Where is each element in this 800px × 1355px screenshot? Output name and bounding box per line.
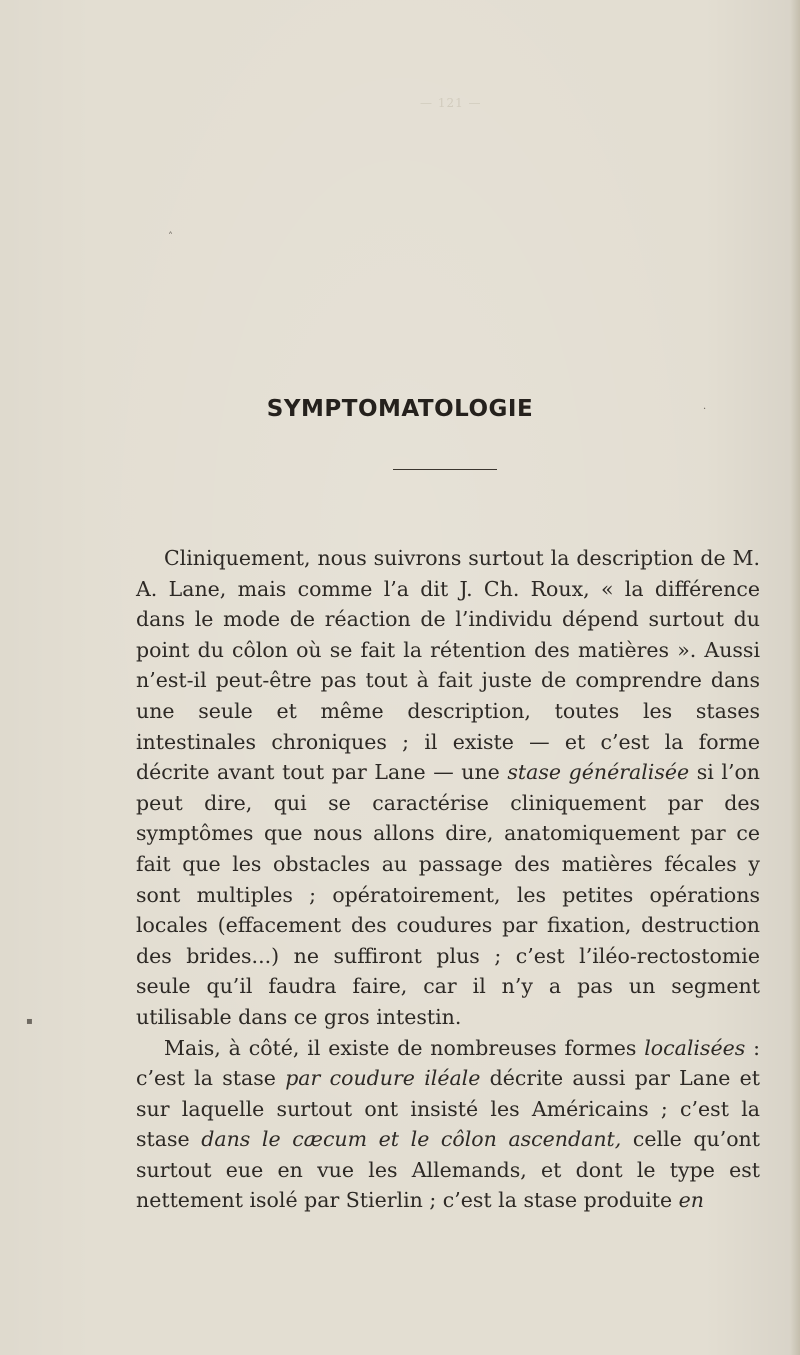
text-run: celle qu’ont surtout eue en vue les Allemands, et dont le type est nettement isolé par Stierlin ; c’est la stase produite <box>136 1127 760 1213</box>
italic-run: localisées <box>644 1035 746 1060</box>
body-text <box>136 543 760 1216</box>
ink-speck: ˄ <box>168 232 173 243</box>
page-edge-shadow <box>790 0 800 1355</box>
ink-speck: · <box>703 404 707 415</box>
paragraph-2 <box>136 1033 760 1217</box>
italic-run: par coudure iléale <box>285 1066 481 1091</box>
text-run: Mais, à côté, il existe de nombreuses formes <box>164 1035 645 1060</box>
title-rule <box>393 469 497 470</box>
text-run: Cliniquement, nous suivrons surtout la description de M. A. Lane, mais comme l’a dit J. Ch. Roux, « la différence dans le mode de réaction de l’individu dépend surtout du point du côlon où se fait la rétention des matières ». Aussi n’est-il peut-être pas tout à fait juste de comprendre dans une seule et même description, toutes les stases intestinales chroniques ; il existe — et c’est la forme décrite avant tout par Lane — une <box>136 546 760 785</box>
chapter-title: SYMPTOMATOLOGIE <box>266 396 534 422</box>
paragraph-1 <box>136 543 760 1033</box>
text-run: décrite aussi par Lane et sur laquelle surtout ont insisté les Américains ; c’est la stase <box>136 1066 760 1152</box>
ink-speck: ▪ <box>26 1016 33 1027</box>
italic-run: stase généralisée <box>507 760 690 785</box>
text-run: : c’est la stase <box>136 1035 760 1091</box>
italic-run: en <box>678 1188 705 1213</box>
text-run: si l’on peut dire, qui se caractérise cliniquement par des symptômes que nous allons dire, anatomiquement par ce fait que les obstacles au passage des matières fécales y sont multiples ; opératoirement, les petites opérations locales (effacement des coudures par fixation, destruction des brides...) ne suffiront plus ; c’est l’iléo-rectostomie seule qu’il faudra faire, car il n’y a pas un segment utilisable dans ce gros intestin. <box>136 760 761 1029</box>
page-header-fragment: — 121 — <box>420 96 482 110</box>
italic-run: dans le cæcum et le côlon ascendant, <box>201 1127 622 1152</box>
